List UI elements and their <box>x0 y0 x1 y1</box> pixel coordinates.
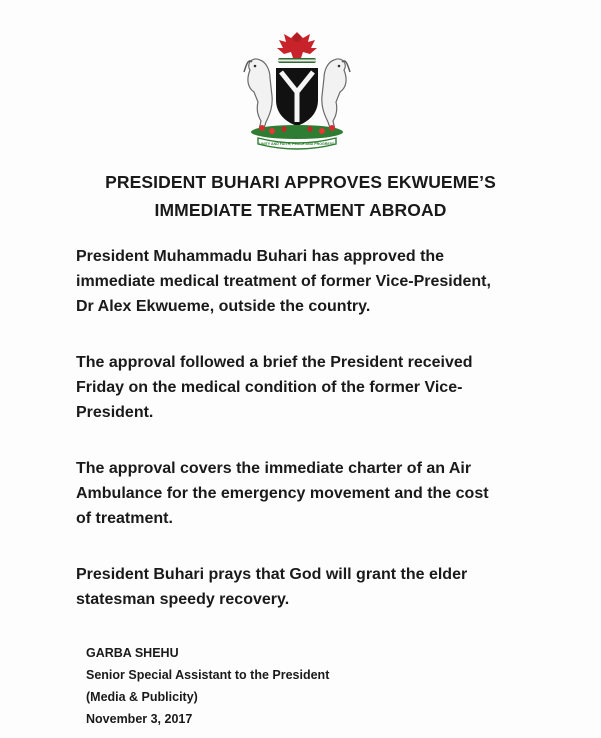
title-line: IMMEDIATE TREATMENT ABROAD <box>154 200 447 220</box>
motto-text: UNITY AND FAITH, PEACE AND PROGRESS <box>259 142 335 146</box>
title-line: PRESIDENT BUHARI APPROVES EKWUEME’S <box>105 172 496 192</box>
paragraph-line: Ambulance for the emergency movement and the cost <box>76 485 489 502</box>
body-paragraph <box>76 244 546 319</box>
body-paragraph <box>76 350 546 425</box>
signatory-department: (Media & Publicity) <box>86 690 198 704</box>
body-paragraph <box>76 456 546 531</box>
release-date: November 3, 2017 <box>86 712 193 726</box>
left-horse-icon <box>244 59 272 134</box>
paragraph-line: Dr Alex Ekwueme, outside the country. <box>76 298 371 315</box>
paragraph-line: President Buhari prays that God will grant the elder <box>76 566 468 583</box>
signatory-name: GARBA SHEHU <box>86 646 179 660</box>
right-horse-icon <box>322 59 350 134</box>
nigeria-coat-of-arms-emblem <box>236 26 358 152</box>
paragraph-line: Friday on the medical condition of the former Vice- <box>76 379 463 396</box>
paragraph-line: President Muhammadu Buhari has approved the <box>76 248 445 265</box>
paragraph-line: President. <box>76 404 154 421</box>
eagle-icon <box>277 32 317 63</box>
paragraph-line: The approval followed a brief the President received <box>76 354 473 371</box>
flowers-base-icon <box>251 125 343 139</box>
signature-block <box>86 642 329 730</box>
body-paragraph <box>76 562 546 612</box>
paragraph-line: statesman speedy recovery. <box>76 591 290 608</box>
press-release-title <box>0 168 601 224</box>
paragraph-line: immediate medical treatment of former Vice-President, <box>76 273 491 290</box>
shield-icon <box>276 68 318 126</box>
paragraph-line: of treatment. <box>76 510 173 527</box>
paragraph-line: The approval covers the immediate charter of an Air <box>76 460 472 477</box>
motto-ribbon <box>258 138 336 149</box>
signatory-position: Senior Special Assistant to the President <box>86 668 330 682</box>
